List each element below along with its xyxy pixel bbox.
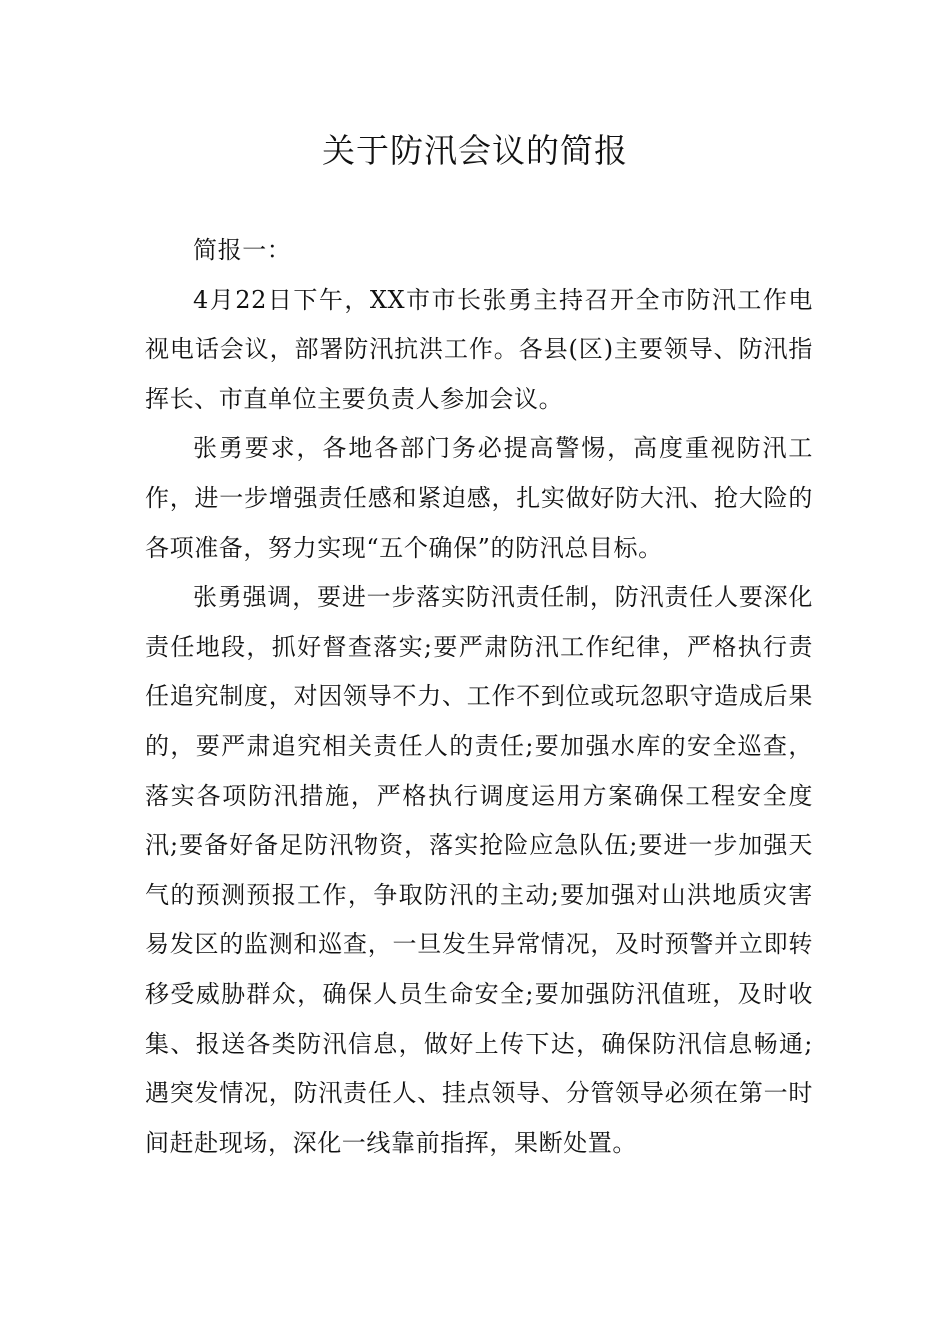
paragraph-meeting-overview: 4月22日下午，XX市市长张勇主持召开全市防汛工作电视电话会议，部署防汛抗洪工作。各县(区)主要领导、防汛指挥长、市直单位主要负责人参加会议。 [145,285,813,413]
paragraph-requirements: 张勇要求，各地各部门务必提高警惕，高度重视防汛工作，进一步增强责任感和紧迫感，扎实做好防大汛、抢大险的各项准备，努力实现“五个确保”的防汛总目标。 [145,434,813,562]
section-label: 简报一： [193,236,292,264]
document-body [145,226,813,1168]
paragraph-emphasis: 张勇强调，要进一步落实防汛责任制，防汛责任人要深化责任地段，抓好督查落实;要严肃防汛工作纪律，严格执行责任追究制度，对因领导不力、工作不到位或玩忽职守造成后果的，要严肃追究相关责任人的责任;要加强水库的安全巡查，落实各项防汛措施，严格执行调度运用方案确保工程安全度汛;要备好备足防汛物资，落实抢险应急队伍;要进一步加强天气的预测预报工作，争取防汛的主动;要加强对山洪地质灾害易发区的监测和巡查，一旦发生异常情况，及时预警并立即转移受威胁群众，确保人员生命安全;要加强防汛值班，及时收集、报送各类防汛信息，做好上传下达，确保防汛信息畅通;遇突发情况，防汛责任人、挂点领导、分管领导必须在第一时间赶赴现场，深化一线靠前指挥，果断处置。 [145,583,813,1157]
document-title: 关于防汛会议的简报 [322,131,628,170]
